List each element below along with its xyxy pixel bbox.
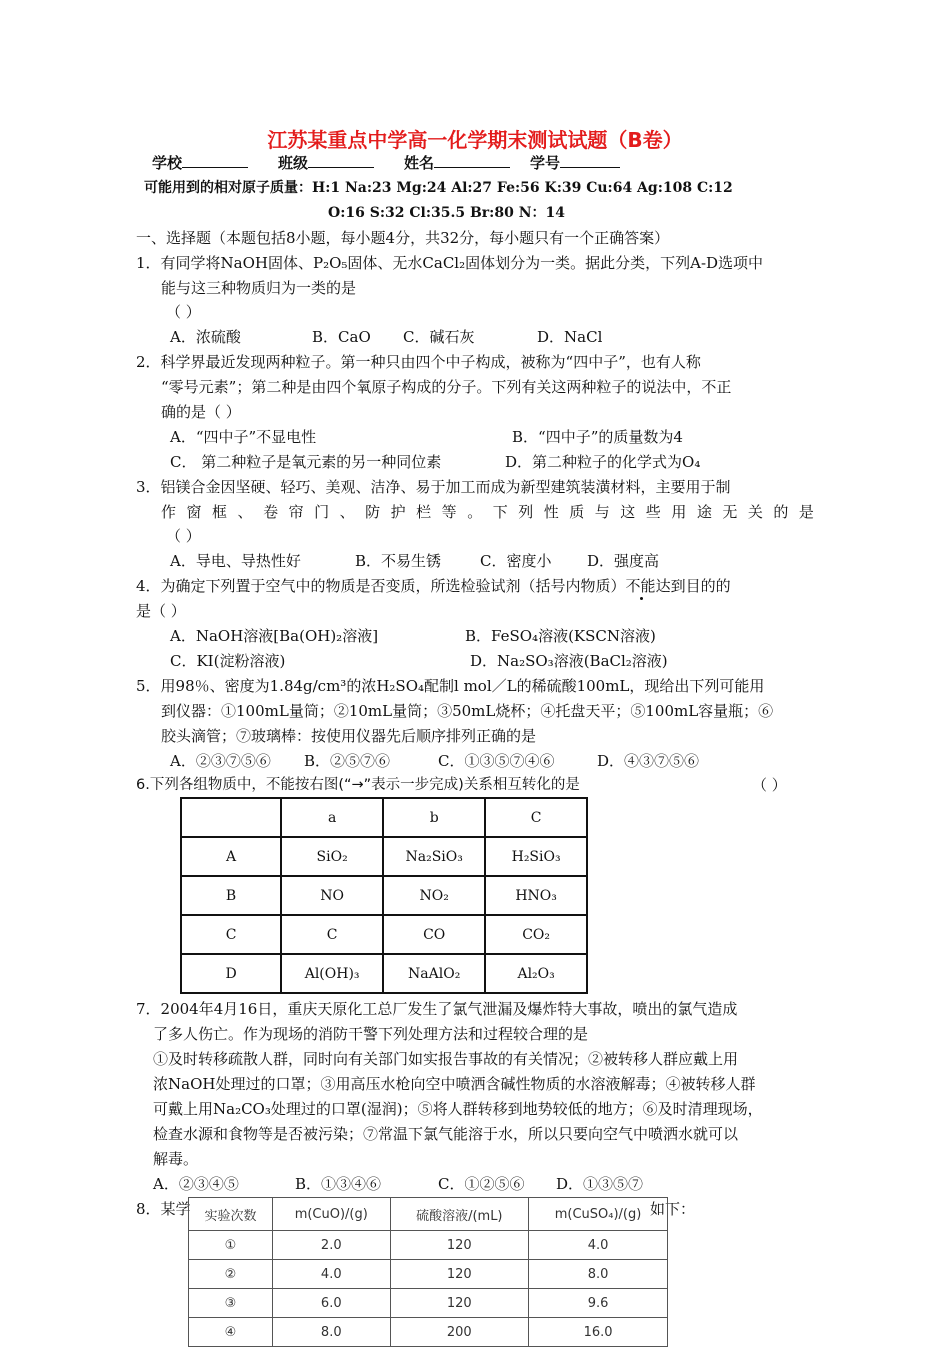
q6-stem: 6.下列各组物质中，不能按右图(“→”表示一步完成)关系相互转化的是 [136, 777, 580, 793]
table-cell: NaAlO₂ [383, 954, 485, 993]
q3-option-c: C．密度小 [480, 552, 552, 570]
q5-option-a: A．②③⑦⑤⑥ [170, 752, 271, 770]
q5-stem-line-2: 到仪器：①100mL量筒；②10mL量筒；③50mL烧杯；④托盘天平；⑤100mL容量瓶；⑥ [161, 702, 774, 720]
id-blank[interactable] [560, 152, 620, 168]
q7-option-c: C．①②⑤⑥ [438, 1175, 525, 1193]
q2-option-d: D．第二种粒子的化学式为O₄ [505, 453, 701, 471]
table-header-cell: 硫酸溶液/(mL) [390, 1198, 529, 1231]
q7-body-line-5: 解毒。 [153, 1150, 199, 1168]
q5-option-b: B．②⑤⑦⑥ [304, 752, 391, 770]
name-blank[interactable] [434, 152, 510, 168]
table-cell: H₂SiO₃ [485, 837, 587, 876]
q7-body-line-1: ①及时转移疏散人群，同时向有关部门如实报告事故的有关情况；②被转移人群应戴上用 [153, 1050, 739, 1068]
table-header-cell: m(CuO)/(g) [273, 1198, 391, 1231]
table-cell: a [281, 798, 383, 837]
table-header-cell: 实验次数 [189, 1198, 273, 1231]
table-cell: C [485, 798, 587, 837]
q7-body-line-3: 可戴上用Na₂CO₃处理过的口罩(湿润)；⑤将人群转移到地势较低的地方；⑥及时清理现场， [153, 1100, 763, 1118]
table-cell: B [181, 876, 281, 915]
table-row [181, 954, 587, 993]
table-cell: HNO₃ [485, 876, 587, 915]
table-row [181, 798, 587, 837]
q4-option-a: A．NaOH溶液[Ba(OH)₂溶液] [170, 627, 379, 645]
table-row [181, 876, 587, 915]
q7-body-line-4: 检查水源和食物等是否被污染；⑦常温下氯气能溶于水，所以只要向空气中喷洒水就可以 [153, 1125, 739, 1143]
q6-answer-paren: （ ） [752, 776, 787, 794]
atomic-masses-line-1: 可能用到的相对原子质量：H:1 Na:23 Mg:24 Al:27 Fe:56 K:39 Cu:64 Ag:108 C:12 [144, 180, 733, 196]
table-cell: C [281, 915, 383, 954]
q3-option-d: D．强度高 [587, 552, 660, 570]
q3-option-b: B．不易生锈 [355, 552, 442, 570]
q3-stem-line-1: 3．铝镁合金因坚硬、轻巧、美观、洁净、易于加工而成为新型建筑装潢材料，主要用于制 [136, 478, 731, 496]
q2-stem-line-2: “零号元素”；第二种是由四个氧原子构成的分子。下列有关这两种粒子的说法中，不正 [161, 378, 732, 396]
id-label: 学号 [530, 154, 561, 172]
table-cell: C [181, 915, 281, 954]
q7-option-b: B．①③④⑥ [295, 1175, 382, 1193]
q5-option-c: C．①③⑤⑦④⑥ [438, 752, 555, 770]
table-cell: CO [383, 915, 485, 954]
q8-table [188, 1197, 668, 1347]
q1-option-b: B．CaO [312, 328, 371, 346]
q5-stem-line-3: 胶头滴管；⑦玻璃棒：按使用仪器先后顺序排列正确的是 [161, 727, 537, 745]
q7-body-line-2: 浓NaOH处理过的口罩；③用高压水枪向空中喷洒含碱性物质的水溶液解毒；④被转移人群 [153, 1075, 756, 1093]
table-cell: D [181, 954, 281, 993]
q3-stem-line-2: 作 窗 框 、 卷 帘 门 、 防 护 栏 等 。 下 列 性 质 与 这 些 用 途 无 关 的 是 [161, 503, 814, 521]
table-cell [181, 798, 281, 837]
table-cell: Al₂O₃ [485, 954, 587, 993]
atomic-masses-line-2: O:16 S:32 Cl:35.5 Br:80 N：14 [328, 205, 565, 221]
q2-option-a: A．“四中子”不显电性 [170, 428, 317, 446]
q4-stem-line-1: 4．为确定下列置于空气中的物质是否变质，所选检验试剂（括号内物质）不能达到目的的 [136, 577, 731, 595]
table-row [189, 1260, 668, 1289]
table-cell: 120 [390, 1260, 529, 1289]
table-cell: NO [281, 876, 383, 915]
q2-option-c: C． 第二种粒子是氧元素的另一种同位素 [170, 453, 442, 471]
class-label: 班级 [278, 154, 309, 172]
table-cell: 120 [390, 1231, 529, 1260]
q7-stem-line-2: 了多人伤亡。作为现场的消防干警下列处理方法和过程较合理的是 [153, 1025, 589, 1043]
q1-answer-paren: （ ） [166, 303, 201, 321]
q1-stem-line-1: 1．有同学将NaOH固体、P₂O₅固体、无水CaCl₂固体划分为一类。据此分类，下列A-D选项中 [136, 254, 764, 272]
table-cell: 2.0 [273, 1231, 391, 1260]
table-cell: CO₂ [485, 915, 587, 954]
table-cell: 200 [390, 1318, 529, 1347]
table-cell: Na₂SiO₃ [383, 837, 485, 876]
q1-option-a: A．浓硫酸 [170, 328, 241, 346]
q6-table [180, 797, 588, 994]
q8-stem-right: 如下： [650, 1200, 696, 1218]
name-label: 姓名 [404, 154, 435, 172]
table-cell: Al(OH)₃ [281, 954, 383, 993]
table-cell: 9.6 [529, 1289, 668, 1318]
school-blank[interactable] [182, 152, 248, 168]
q7-stem-line-1: 7．2004年4月16日，重庆天原化工总厂发生了氯气泄漏及爆炸特大事故，喷出的氯气造成 [136, 1000, 738, 1018]
q3-answer-paren: （ ） [166, 527, 201, 545]
q2-option-b: B．“四中子”的质量数为4 [512, 428, 683, 446]
table-cell: 8.0 [273, 1318, 391, 1347]
table-cell: ② [189, 1260, 273, 1289]
table-cell: ③ [189, 1289, 273, 1318]
q4-emphasis-not: 不能 [625, 577, 656, 595]
school-field [152, 152, 248, 173]
q4-option-b: B．FeSO₄溶液(KSCN溶液) [465, 627, 656, 645]
table-cell: A [181, 837, 281, 876]
table-cell: 4.0 [273, 1260, 391, 1289]
page-title: 江苏某重点中学高一化学期末测试试题（B卷） [267, 128, 683, 152]
school-label: 学校 [152, 154, 183, 172]
table-header-row [189, 1198, 668, 1231]
table-cell: ④ [189, 1318, 273, 1347]
q2-stem-line-3: 确的是（ ） [161, 403, 241, 421]
class-blank[interactable] [308, 152, 374, 168]
q4-option-d: D．Na₂SO₃溶液(BaCl₂溶液) [470, 652, 668, 670]
q4-option-c: C．KI(淀粉溶液) [170, 652, 286, 670]
q1-option-d: D．NaCl [537, 328, 603, 346]
q1-option-c: C．碱石灰 [403, 328, 475, 346]
id-field [530, 152, 620, 173]
q3-option-a: A．导电、导热性好 [170, 552, 301, 570]
q4-stem-line-2: 是（ ） [136, 602, 186, 620]
section-heading: 一、选择题（本题包括8小题，每小题4分，共32分，每小题只有一个正确答案） [136, 229, 670, 247]
table-cell: b [383, 798, 485, 837]
table-cell: ① [189, 1231, 273, 1260]
q8-stem-left: 8．某学 [136, 1200, 191, 1218]
table-row [181, 915, 587, 954]
q5-option-d: D．④③⑦⑤⑥ [597, 752, 700, 770]
table-cell: 8.0 [529, 1260, 668, 1289]
q1-stem-line-2: 能与这三种物质归为一类的是 [161, 279, 357, 297]
table-cell: SiO₂ [281, 837, 383, 876]
table-cell: 6.0 [273, 1289, 391, 1318]
q5-stem-line-1: 5．用98％、密度为1.84g/cm³的浓H₂SO₄配制l mol／L的稀硫酸100mL，现给出下列可能用 [136, 677, 765, 695]
table-cell: 16.0 [529, 1318, 668, 1347]
q2-stem-line-1: 2．科学界最近发现两种粒子。第一种只由四个中子构成，被称为“四中子”，也有人称 [136, 353, 701, 371]
table-cell: 120 [390, 1289, 529, 1318]
table-row [189, 1231, 668, 1260]
table-row [189, 1289, 668, 1318]
q7-option-a: A．②③④⑤ [153, 1175, 239, 1193]
name-field [404, 152, 510, 173]
class-field [278, 152, 374, 173]
table-cell: 4.0 [529, 1231, 668, 1260]
table-row [181, 837, 587, 876]
q7-option-d: D．①③⑤⑦ [556, 1175, 644, 1193]
table-cell: NO₂ [383, 876, 485, 915]
table-row [189, 1318, 668, 1347]
table-header-cell: m(CuSO₄)/(g) [529, 1198, 668, 1231]
